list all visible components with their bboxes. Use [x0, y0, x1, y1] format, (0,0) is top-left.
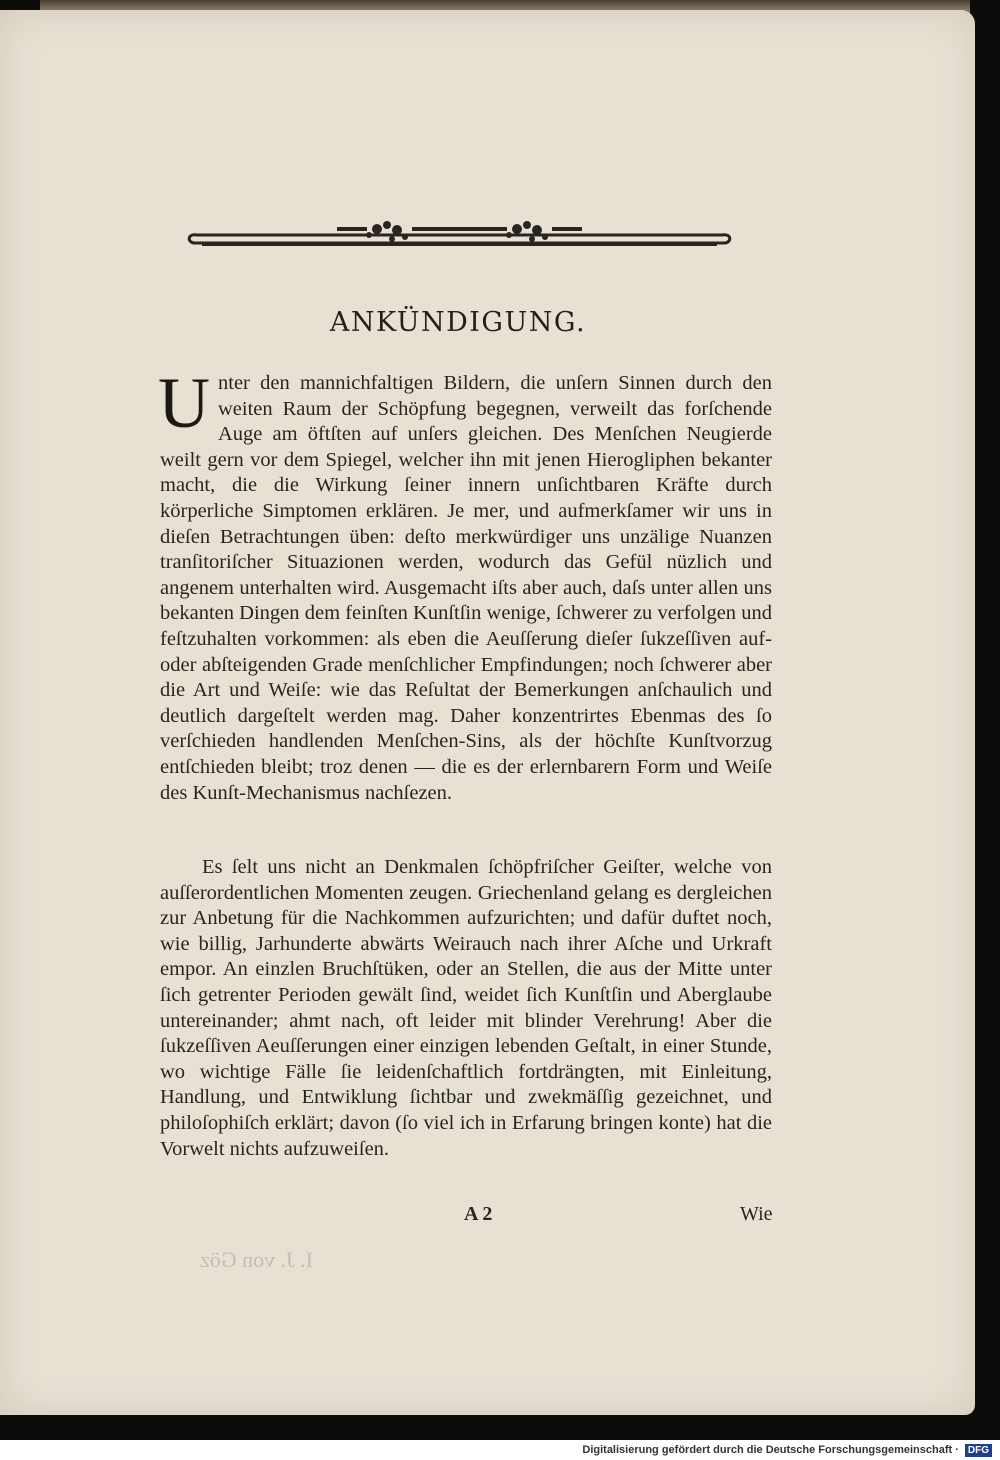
drop-cap: U [158, 363, 210, 443]
library-stamp-bleedthrough: I. J. von Göz [200, 1247, 314, 1272]
paragraph-1-text: nter den mannichfaltigen Bildern, die unſern Sinnen durch den weiten Raum der Schöpfung begegnen, verweilt das forſchende Auge am öftſten auf unſers gleichen. Des Menſchen Neugierde weilt gern vor dem Spiegel, welcher ihn mit jenen Hierogliphen bekanter macht, die die Wirkung ſeiner innern unſichtbaren Kräfte durch körperliche Simptomen erklären. Je mer, und aufmerkſamer wir uns in dieſen Betrachtungen üben: deſto merkwürdiger uns unzälige Nuanzen tranſitoriſcher Situazionen werden, wodurch das Gefül nüzlich und angenem unterhalten wird. Ausgemacht iſts aber auch, daſs unter allen uns bekanten Dingen dem feinſten Kunſtſin wenige, ſchwerer zu verfolgen und feſtzuhalten vorkommen: als eben die Aeuſſerung dieſer ſukzeſſiven auf- oder abſteigenden Grade menſchlicher Empfindungen; noch ſchwerer aber die Art und Weiſe: wie das Reſultat der Bemerkungen anſchaulich und deutlich dargeſtelt werden mag. Daher konzentrirtes Ebenmas des ſo verſchieden handlenden Menſchen-Sins, als der höchſte Kunſtvorzug entſchieden bleibt; troz denen — die es der erlernbarern Form und Weiſe des Kunſt-Mechanismus nachſezen. [160, 372, 772, 804]
dfg-logo: DFG [965, 1444, 992, 1457]
paragraph-2: Es ſelt uns nicht an Denkmalen ſchöpfriſcher Geiſter, welche von auſſerordentlichen Momenten zeugen. Griechenland gelang es dergleichen zur Anbetung für die Nachkommen aufzurichten; und dafür duftet noch, wie billig, Jarhunderte abwärts Weirauch nach ihrer Aſche und Urkraft empor. An einzlen Bruchſtüken, oder an Stellen, die aus der Mitte unter ſich getrenter Perioden gewält ſind, weidet ſich Kunſtſin und Aberglaube untereinander; ahmt nach, oft leider mit blinder Verehrung! Aber die ſukzeſſiven Aeuſſerungen einer einzigen lebenden Geſtalt, in einer Stunde, wo wichtige Fälle ſie leidenſchaftlich fortdrängten, mit Einleitung, Handlung, und Entwiklung ſichtbar und zwekmäſſig gezeichnet, und philoſophiſch erklärt; davon (ſo viel ich in Erfarung bringen konte) hat die Vorwelt nichts aufzuweiſen. [160, 856, 772, 1160]
page-heading: ANKÜNDIGUNG. [329, 307, 587, 338]
paragraph-1 [158, 363, 772, 806]
signature-mark: A 2 [464, 1203, 493, 1225]
ornament-divider [187, 215, 732, 255]
credit-text: Digitalisierung gefördert durch die Deutsche Forschungsgemeinschaft · [582, 1444, 959, 1456]
book-page [0, 10, 975, 1415]
catchword: Wie [740, 1203, 773, 1225]
credit-bar [0, 1440, 1000, 1460]
